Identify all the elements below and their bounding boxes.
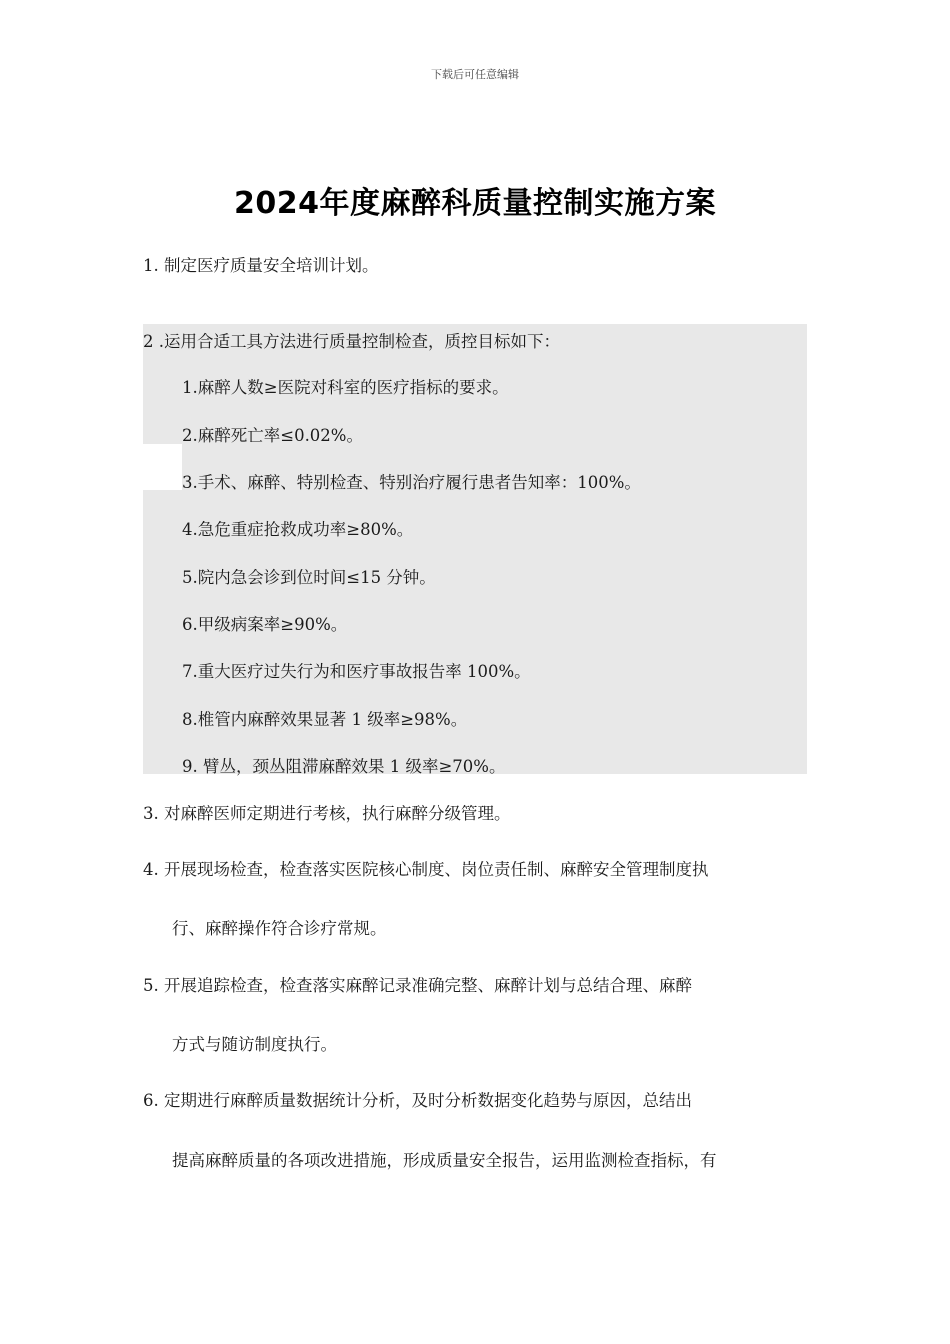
target-4: 4.急危重症抢救成功率≥80%。 — [182, 520, 414, 539]
target-9: 9. 臂丛，颈丛阻滞麻醉效果 1 级率≥70%。 — [182, 757, 506, 776]
target-6: 6.甲级病案率≥90%。 — [182, 615, 348, 634]
item-4-line-1: 4. 开展现场检查，检查落实医院核心制度、岗位责任制、麻醉安全管理制度执 — [143, 860, 709, 879]
item-2: 2 .运用合适工具方法进行质量控制检查，质控目标如下： — [143, 332, 560, 351]
item-6-line-2: 提高麻醉质量的各项改进措施，形成质量安全报告，运用监测检查指标，有 — [172, 1151, 717, 1170]
item-6-line-1: 6. 定期进行麻醉质量数据统计分析，及时分析数据变化趋势与原因，总结出 — [143, 1091, 692, 1110]
item-5-line-2: 方式与随访制度执行。 — [172, 1035, 337, 1054]
item-1: 1. 制定医疗质量安全培训计划。 — [143, 256, 379, 275]
item-4-line-2: 行、麻醉操作符合诊疗常规。 — [172, 919, 387, 938]
target-7: 7.重大医疗过失行为和医疗事故报告率 100%。 — [182, 662, 531, 681]
page-header-note: 下载后可任意编辑 — [431, 68, 519, 81]
target-8: 8.椎管内麻醉效果显著 1 级率≥98%。 — [182, 710, 468, 729]
item-5-line-1: 5. 开展追踪检查，检查落实麻醉记录准确完整、麻醉计划与总结合理、麻醉 — [143, 976, 692, 995]
item-3: 3. 对麻醉医师定期进行考核，执行麻醉分级管理。 — [143, 804, 511, 823]
document-title: 2024年度麻醉科质量控制实施方案 — [234, 186, 716, 221]
target-5: 5.院内急会诊到位时间≤15 分钟。 — [182, 568, 436, 587]
target-2: 2.麻醉死亡率≤0.02%。 — [182, 426, 363, 445]
highlight-notch — [143, 444, 182, 490]
target-1: 1.麻醉人数≥医院对科室的医疗指标的要求。 — [182, 378, 509, 397]
target-3: 3.手术、麻醉、特别检查、特别治疗履行患者告知率：100%。 — [182, 473, 641, 492]
